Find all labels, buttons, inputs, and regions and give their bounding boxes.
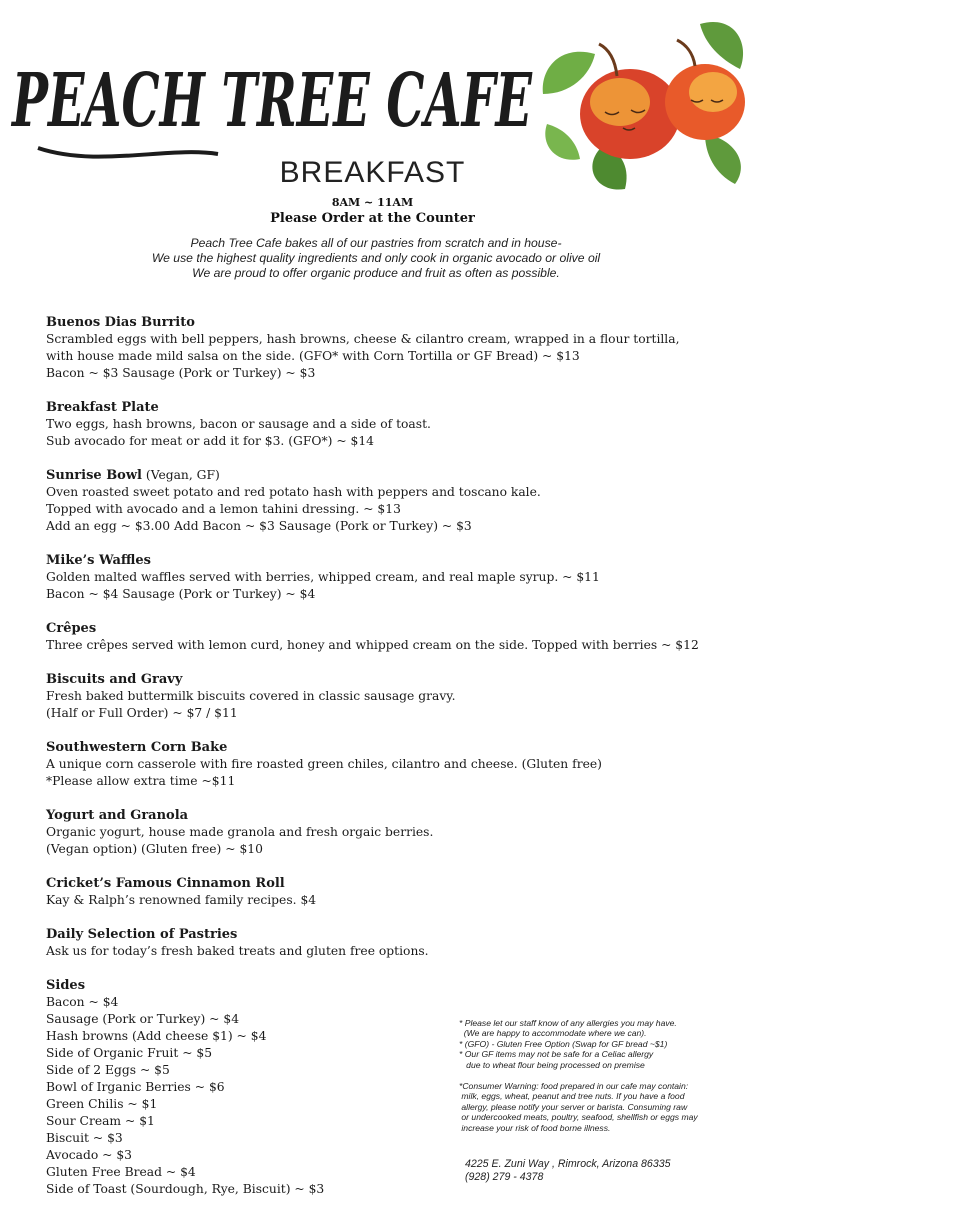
menu-item-heading: [46, 620, 746, 637]
menu-item-heading: [46, 977, 746, 994]
menu-item-description: (Half or Full Order) ~ $7 / $11: [46, 706, 238, 720]
menu-item-description: Kay & Ralph’s renowned family recipes. $4: [46, 893, 317, 907]
menu-item-description: *Please allow extra time ~$11: [46, 774, 236, 788]
menu-item-heading: [46, 671, 746, 688]
note-line: due to wheat flour being processed on premise: [459, 1059, 645, 1070]
phone-number: (928) 279 - 4378: [465, 1171, 544, 1183]
note-line: * Our GF items may not be safe for a Celiac allergy: [459, 1049, 654, 1060]
menu-item: [46, 807, 746, 858]
menu-item: [46, 620, 746, 654]
menu-item-name: Sunrise Bowl: [46, 468, 142, 483]
intro-text: [0, 236, 752, 281]
menu-item-name: Mike’s Waffles: [46, 553, 151, 568]
menu-item-description: Organic yogurt, house made granola and fresh orgaic berries.: [46, 825, 434, 839]
menu-item: [46, 671, 746, 722]
logo-wordmark-text: PEACH TREE CAFE: [10, 58, 534, 144]
menu-item-description: Bowl of Irganic Berries ~ $6: [46, 1080, 225, 1094]
warning-line: milk, eggs, wheat, peanut and tree nuts. If you have a food: [459, 1091, 685, 1102]
menu-item-description: Bacon ~ $4 Sausage (Pork or Turkey) ~ $4: [46, 587, 316, 601]
menu-item-name: Daily Selection of Pastries: [46, 927, 238, 942]
menu-item-description: Sub avocado for meat or add it for $3. (GFO*) ~ $14: [46, 434, 375, 448]
menu-item-heading: [46, 739, 746, 756]
menu-item-description: Sausage (Pork or Turkey) ~ $4: [46, 1012, 240, 1026]
menu-item-description: Fresh baked buttermilk biscuits covered in classic sausage gravy.: [46, 689, 456, 703]
cafe-address: [465, 1158, 765, 1184]
warning-line: *Consumer Warning: food prepared in our cafe may contain:: [459, 1081, 689, 1091]
note-line: * (GFO) - Gluten Free Option (Swap for GF bread ~$1): [459, 1038, 668, 1049]
menu-item-description: Bacon ~ $4: [46, 995, 119, 1009]
menu-item-description: with house made mild salsa on the side. (GFO* with Corn Tortilla or GF Bread) ~ $13: [46, 349, 580, 363]
intro-line: Peach Tree Cafe bakes all of our pastries from scratch and in house-: [190, 236, 562, 250]
menu-item-heading: [46, 467, 746, 484]
menu-item-name: Crêpes: [46, 621, 97, 636]
menu-item-name: Southwestern Corn Bake: [46, 740, 228, 755]
menu-item: [46, 926, 746, 960]
menu-item-description: Three crêpes served with lemon curd, honey and whipped cream on the side. Topped with berries ~ $12: [46, 638, 699, 652]
menu-item-name: Cricket’s Famous Cinnamon Roll: [46, 876, 285, 891]
menu-item-description: Oven roasted sweet potato and red potato hash with peppers and toscano kale.: [46, 485, 541, 499]
menu-item-description: Golden malted waffles served with berries, whipped cream, and real maple syrup. ~ $11: [46, 570, 600, 584]
menu-item-description: Two eggs, hash browns, bacon or sausage and a side of toast.: [46, 417, 431, 431]
menu-item-tags: (Vegan, GF): [141, 468, 220, 482]
warning-line: or undercooked meats, poultry, seafood, shellfish or eggs may: [459, 1112, 698, 1123]
allergy-notes: [459, 1018, 759, 1070]
menu-item-description: Hash browns (Add cheese $1) ~ $4: [46, 1029, 267, 1043]
page-title: BREAKFAST: [279, 156, 466, 189]
menu-item-name: Sides: [46, 978, 86, 993]
menu-item: [46, 875, 746, 909]
order-instructions: Please Order at the Counter: [270, 211, 475, 226]
menu-item-name: Breakfast Plate: [46, 400, 159, 415]
menu-item-description: Scrambled eggs with bell peppers, hash browns, cheese & cilantro cream, wrapped in a flour tortilla,: [46, 332, 680, 346]
menu-item: [46, 739, 746, 790]
menu-item-name: Yogurt and Granola: [46, 808, 189, 823]
menu-item-description: Side of Toast (Sourdough, Rye, Biscuit) ~ $3: [46, 1182, 325, 1196]
menu-item: [46, 314, 746, 382]
note-line: (We are happy to accommodate where we can).: [459, 1028, 647, 1039]
menu-item-heading: [46, 875, 746, 892]
menu-item-heading: [46, 807, 746, 824]
menu-item-description: Biscuit ~ $3: [46, 1131, 123, 1145]
menu-item-name: Buenos Dias Burrito: [46, 315, 195, 330]
menu-item-heading: [46, 552, 746, 569]
menu-item-description: Bacon ~ $3 Sausage (Pork or Turkey) ~ $3: [46, 366, 316, 380]
menu-item: [46, 552, 746, 603]
menu-item-description: Sour Cream ~ $1: [46, 1114, 155, 1128]
menu-item-description: Ask us for today’s fresh baked treats and gluten free options.: [46, 944, 429, 958]
warning-line: allergy, please notify your server or barista. Consuming raw: [459, 1101, 688, 1112]
consumer-warning: [459, 1081, 759, 1133]
menu-item-heading: [46, 926, 746, 943]
warning-line: increase your risk of food borne illness.: [459, 1122, 611, 1133]
menu-item-heading: [46, 314, 746, 331]
menu-item: [46, 399, 746, 450]
menu-item-description: Gluten Free Bread ~ $4: [46, 1165, 196, 1179]
menu-item: [46, 467, 746, 535]
menu-item-description: Green Chilis ~ $1: [46, 1097, 158, 1111]
menu-item-description: Side of 2 Eggs ~ $5: [46, 1063, 170, 1077]
menu-list: [46, 314, 746, 1215]
intro-line: We use the highest quality ingredients and only cook in organic avocado or olive oil: [151, 251, 601, 265]
menu-item-description: Add an egg ~ $3.00 Add Bacon ~ $3 Sausage (Pork or Turkey) ~ $3: [46, 519, 472, 533]
peach-left-icon: [580, 44, 680, 159]
menu-item-name: Biscuits and Gravy: [46, 672, 183, 687]
menu-item-description: Avocado ~ $3: [46, 1148, 132, 1162]
note-line: * Please let our staff know of any allergies you may have.: [459, 1018, 677, 1028]
address-line: 4225 E. Zuni Way , Rimrock, Arizona 86335: [465, 1158, 671, 1170]
intro-line: We are proud to offer organic produce and fruit as often as possible.: [192, 266, 560, 280]
menu-item-description: A unique corn casserole with fire roasted green chiles, cilantro and cheese. (Gluten free): [46, 757, 602, 771]
menu-item-description: Side of Organic Fruit ~ $5: [46, 1046, 213, 1060]
menu-item-description: Topped with avocado and a lemon tahini dressing. ~ $13: [46, 502, 401, 516]
menu-item-heading: [46, 399, 746, 416]
menu-item-description: (Vegan option) (Gluten free) ~ $10: [46, 842, 263, 856]
hours-text: 8AM ~ 11AM: [331, 196, 414, 209]
